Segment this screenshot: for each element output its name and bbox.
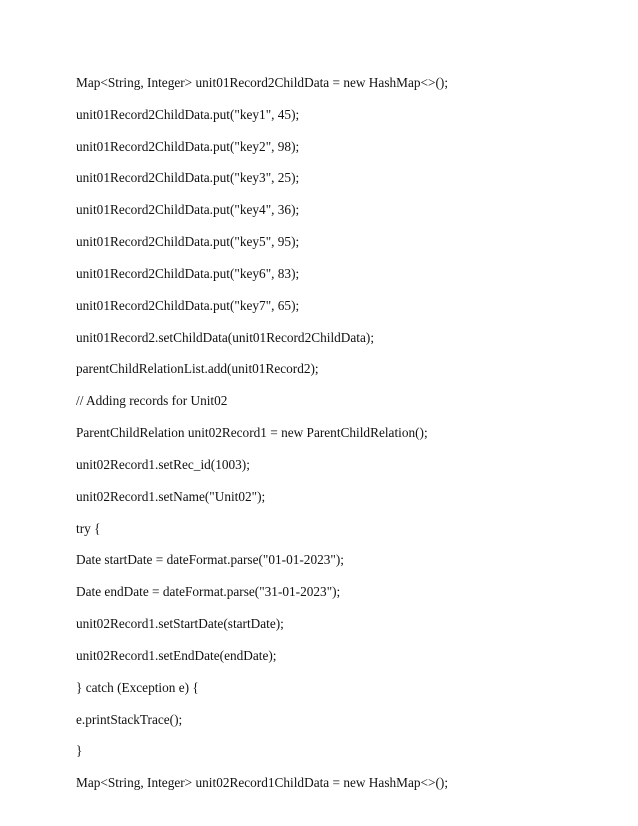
code-line: unit01Record2ChildData.put("key4", 36); xyxy=(76,202,300,218)
code-line: unit01Record2ChildData.put("key5", 95); xyxy=(76,234,300,250)
code-listing xyxy=(76,73,448,805)
code-line: Map<String, Integer> unit02Record1ChildData = new HashMap<>(); xyxy=(76,775,449,791)
code-line: unit01Record2ChildData.put("key2", 98); xyxy=(76,138,300,154)
code-line: ParentChildRelation unit02Record1 = new ParentChildRelation(); xyxy=(76,425,428,441)
code-line: unit02Record1.setStartDate(startDate); xyxy=(76,616,284,632)
code-line: parentChildRelationList.add(unit01Record2); xyxy=(76,361,319,377)
code-line: unit02Record1.setRec_id(1003); xyxy=(76,456,250,472)
code-line: unit01Record2ChildData.put("key3", 25); xyxy=(76,170,300,186)
code-line: Date startDate = dateFormat.parse("01-01-2023"); xyxy=(76,552,344,568)
code-line: unit02Record1.setName("Unit02"); xyxy=(76,488,266,504)
code-line: e.printStackTrace(); xyxy=(76,711,183,727)
code-line: } xyxy=(76,743,83,759)
code-line: unit01Record2.setChildData(unit01Record2ChildData); xyxy=(76,329,375,345)
code-line: unit01Record2ChildData.put("key7", 65); xyxy=(76,297,300,313)
code-line: unit01Record2ChildData.put("key1", 45); xyxy=(76,106,300,122)
code-line: } catch (Exception e) { xyxy=(76,679,199,695)
code-line: try { xyxy=(76,520,101,536)
code-line: Map<String, Integer> unit01Record2ChildData = new HashMap<>(); xyxy=(76,75,449,90)
code-line: Date endDate = dateFormat.parse("31-01-2023"); xyxy=(76,584,341,600)
code-comment: // Adding records for Unit02 xyxy=(76,393,228,409)
code-line: unit02Record1.setEndDate(endDate); xyxy=(76,647,277,663)
code-line: unit01Record2ChildData.put("key6", 83); xyxy=(76,265,300,281)
